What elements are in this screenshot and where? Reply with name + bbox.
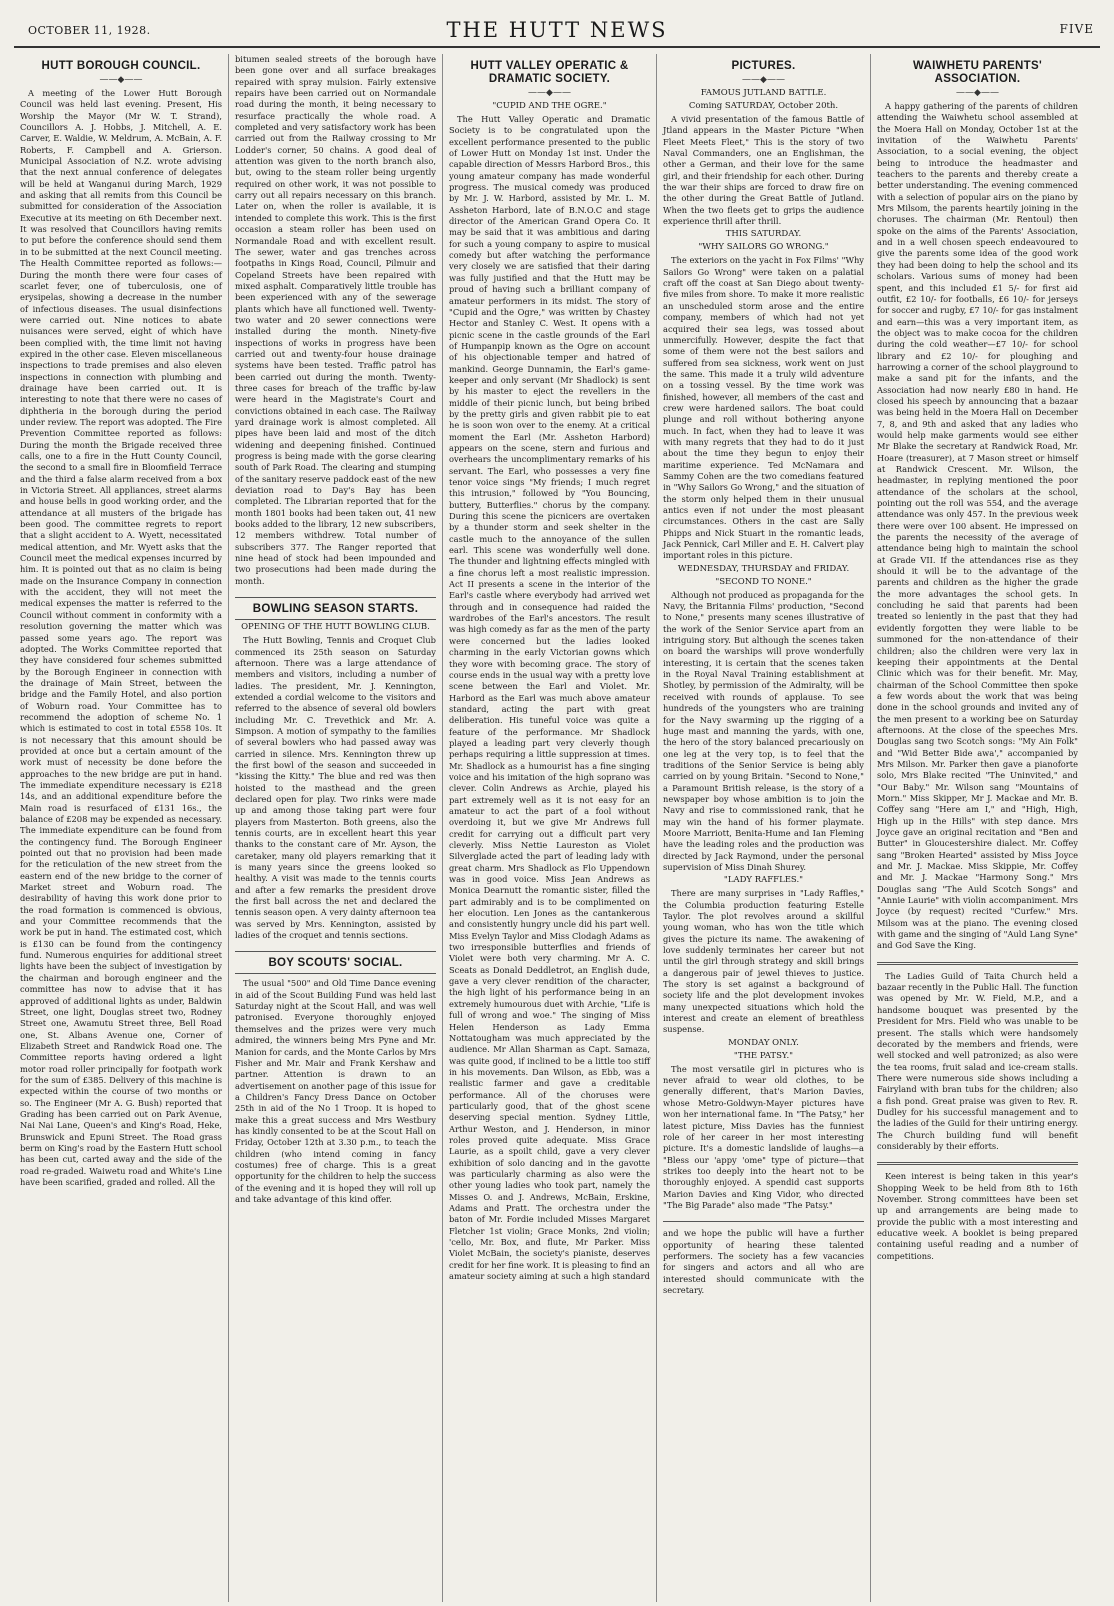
article-subheading: OPENING OF THE HUTT BOWLING CLUB. xyxy=(241,622,430,633)
film-review: The most versatile girl in pictures who is never afraid to wear old clothes, to be generally different, that's Marion Davies, whose Metro-Goldwyn-Mayer pictures have won her international fame. In "The Patsy," her latest picture, Miss Davies has the funniest role of her career in her most interesting picture. It's a domestic landslide of laughs—a "Bless our 'appy 'ome" type of picture—that strikes too deeply into the heart not to be thoroughly enjoyed. A spendid cast supports Marion Davies and King Vidor, who directed "The Big Parade" also made "The Patsy." xyxy=(663,1063,864,1210)
film-review: Although not produced as propaganda for the Navy, the Britannia Films' production, "Second to None," presents many scenes illustrative of the work of the Senior Service apart from an intriguing story. But although the scenes taken on board the warships will prove wonderfully interesting, it is certain that the scenes taken in the Royal Naval Training establishment at Shotley, by permission of the Admiralty, will be received with rounds of applause. To see hundreds of the youngsters who are training for the Navy swarming up the rigging of a huge mast and manning the yards, with one, the hero of the story balanced precariously on one leg at the very top, is to feel that the traditions of the Senior Service is being ably carried on by young Britain. "Second to None," a Paramount British release, is the story of a newspaper boy whose ambition is to join the Navy and rise to commissioned rank, that he may win the hand of his former playmate. Moore Marriott, Benita-Hume and Ian Fleming have the leading roles and the production was directed by Jack Raymond, under the personal supervision of Miss Dinah Shurey. xyxy=(663,589,864,872)
column-2 xyxy=(228,54,442,1602)
film-title: "THE PATSY." xyxy=(733,1050,794,1061)
issue-date: OCTOBER 11, 1928. xyxy=(28,24,151,37)
divider xyxy=(663,1221,864,1222)
bowling-headline-box xyxy=(235,597,436,620)
newspaper-title: THE HUTT NEWS xyxy=(446,18,668,42)
column-4 xyxy=(656,54,870,1602)
divider xyxy=(877,1162,1078,1165)
scouts-headline-box xyxy=(235,951,436,974)
film-review: The exteriors on the yacht in Fox Films' "Why Sailors Go Wrong" were taken on a palatial craft off the coast at San Diego about twenty-five miles from shore. To make it more realistic an unscheduled storm arose and the entire company, members of which had not yet acquired their sea legs, was tossed about unmercifully. However, despite the fact that some of them were not the best sailors and suffered from sea sickness, work went on just the same. This made it a truly wild adventure on a tossing vessel. By the time work was finished, however, all members of the cast and crew were hardened sailors. The boat could plunge and roll without bothering anyone much. In fact, when they had to leave it was with many regrets that they had to do it just about the time they begun to enjoy their maritime experience. Ted McNamara and Sammy Cohen are the two comedians featured in "Why Sailors Go Wrong," and the situation of the storm only helped them in their unusual antics even if not under the most pleasant circumstances. Others in the cast are Sally Phipps and Nick Stuart in the romantic leads, Jack Pennick, Carl Miller and E. H. Calvert play important roles in this picture. xyxy=(663,255,864,561)
article-body: The usual "500" and Old Time Dance evening in aid of the Scout Building Fund was held last Saturday night at the Scout Hall, and was well patronised. Everyone thoroughly enjoyed themselves and the prizes were very much admired, the winners being Mrs Pyne and Mr. Manion for cards, and the Monte Carlos by Mrs Fisher and Mr. Mair and Frank Kershaw and partner. Attention is drawn to an advertisement on another page of this issue for a Children's Fancy Dress Dance on October 25th in aid of the No 1 Troop. It is hoped to make this a great success and Mrs Westbury has kindly consented to be at the Scout Hall on Friday, October 12th at 3.30 p.m., to teach the children (who intend coming in fancy costumes) free of charge. This is a great opportunity for the children to help the success of the evening and it is hoped they will roll up and take advantage of this kind offer. xyxy=(235,978,436,1204)
film-review: There are many surprises in "Lady Raffles," the Columbia production featuring Estelle Taylor. The plot revolves around a skillful young woman, who has won the title which gives the picture its name. The awakening of love suddenly terminates her career but not until the girl through strategy and skill brings a dangerous pair of jewel thieves to justice. The story is set against a background of society life and the plot development invokes many unexpected situations which hold the interest and create an element of breathless suspense. xyxy=(663,888,864,1035)
film-title: "WHY SAILORS GO WRONG." xyxy=(698,242,829,253)
article-headline: HUTT VALLEY OPERATIC & DRAMATIC SOCIETY. xyxy=(470,60,629,85)
article-subheading: "CUPID AND THE OGRE." xyxy=(492,101,607,111)
operatic-continuation: and we hope the public will have a further opportunity of hearing these talented performers. The society has a few vacancies for singers and actors and all who are interested should communicate with the secretary. xyxy=(663,1228,864,1295)
headline-ornament: ——◆—— xyxy=(742,75,785,85)
film-date: MONDAY ONLY. xyxy=(728,1037,799,1048)
article-headline: HUTT BOROUGH COUNCIL. xyxy=(41,60,201,72)
headline-ornament: ——◆—— xyxy=(956,88,999,98)
masthead xyxy=(14,8,1100,48)
article-headline: PICTURES. xyxy=(731,60,796,72)
film-date: WEDNESDAY, THURSDAY and FRIDAY. xyxy=(677,563,850,574)
article-headline: WAIWHETU PARENTS' ASSOCIATION. xyxy=(912,60,1042,85)
page-number: FIVE xyxy=(1059,22,1094,36)
article-headline: BOY SCOUTS' SOCIAL. xyxy=(268,957,403,970)
article-body: A meeting of the Lower Hutt Borough Council was held last evening. Present, His Worship the Mayor (Mr W. T. Strand), Councillors A. J. Hobbs, J. Mitchell, A. E. Carver, E. Waldie, W. Meldrum, A. McBain, A. F. Roberts, F. Campbell and A. Grierson. Municipal Association of N.Z. wrote advising that the next annual conference of delegates will be held at Wanganui during March, 1929 and asking that all remits from this Council be submitted for consideration of the Association Executive at its meeting on 6th December next. It was resolved that Councillors having remits to put before the conference should send them in to be submitted at the next Council meeting. The Health Committee reported as follows:—During the month there were four cases of scarlet fever, one of tuberculosis, one of erysipelas, showing a decrease in the number of infectious diseases. The usual disinfections were carried out. Nine notices to abate nuisances were served, eight of which have been complied with, the time limit not having expired in the other case. Eleven miscellaneous inspections to trade premises and also eleven inspections in connection with plumbing and drainage have been carried out. It is interesting to note that there were no cases of diphtheria in the borough during the period under review. The report was adopted. The Fire Prevention Committee reported as follows: During the month the Brigade received three calls, one to a fire in the Hutt County Council, the second to a small fire in Bloomfield Terrace and the third a false alarm received from a box in Victoria Street. All appliances, street alarms and house bells in good working order, and the attendance at all musters of the brigade has been good. The committee regrets to report that a slight accident to A. Wyett, necessitated medical attention, and Mr. Wyett asks that the Council meet the medical expenses incurred by him. It is pointed out that as no claim is being made on the Insurance Company in connection with the accident, they will not meet the medical expenses the matter is referred to the Council without comment in conformity with a resolution governing the matter which was passed some years ago. The report was adopted. The Works Committee reported that they have considered four schemes submitted by the Borough Engineer in connection with the drainage of Main Street, between the bridge and the Family Hotel, and also portion of Woburn road. Your Committee has to recommend the adoption of scheme No. 1 which is estimated to cost in total £558 10s. It is not necessary that this amount should be provided at once but a certain amount of the work must of necessity be done before the approaches to the new bridge are put in hand. The immediate expenditure necessary is £218 14s, and an additional expenditure before the Main road is resurfaced of £131 16s., the balance of £208 may be expended as necessary. The immediate expenditure can be found from the contingency fund. The Borough Engineer pointed out that no provision had been made for the reticulation of the new street from the eastern end of the new bridge to the corner of Market street and Woburn road. The desirability of having this work done prior to the road formation is commenced is obvious, and your Committee recommends that the work be put in hand. The estimated cost, which is £130 can be found from the contingency fund. Numerous enquiries for additional street lights have been the subject of investigation by the chairman and borough engineer and the committee has now to advise that it has approved of additional lights as under, Baldwin Street, one light, Douglas street two, Rodney Street one, Awamutu Street three, Bell Road one, St. Albans Avenue one, Corner of Elizabeth Street and Randwick Road one. The Committee reports having ordered a light motor road roller principally for footpath work for the sum of £385. Delivery of this machine is expected within the course of two months or so. The Engineer (Mr A. G. Bush) reported that Grading has been carried out on Park Avenue, Nai Nai Lane, Queen's and King's Road, Heke, Brunswick and Epuni Street. The Road grass berm on King's road by the Eastern Hutt school has been cut, carted away and the side of the road re-graded. Waiwetu road and White's Line have been scarified, graded and rolled. All the xyxy=(20,88,222,1187)
headline-ornament: ——◆—— xyxy=(528,88,571,98)
film-title: FAMOUS JUTLAND BATTLE. xyxy=(700,88,827,98)
film-title: "SECOND TO NONE." xyxy=(715,576,812,587)
film-title: "LADY RAFFLES." xyxy=(723,875,804,886)
shopping-week-article: Keen interest is being taken in this year's Shopping Week to be held from 8th to 16th November. Strong committees have been set up and arrangements are being made to provide the public with a most interesting and educative week. A booklet is being prepared containing useful reading and a number of competitions. xyxy=(877,1171,1078,1261)
column-3 xyxy=(442,54,656,1602)
headline-ornament: ——◆—— xyxy=(99,75,143,85)
article-headline: BOWLING SEASON STARTS. xyxy=(252,603,419,616)
article-body-continued: bitumen sealed streets of the borough have been gone over and all surface breakages repaired with spray mulsion. Fairly extensive repairs have been carried out on Normandale road during the month, it being necessary to resurface practically the whole road. A completed and very satisfactory work has been carried out from the Railway crossing to Mr Lodder's corner, 50 chains. A good deal of attention was given to the north branch also, but, owing to the steam roller being urgently required on other work, it was not possible to carry out all repairs necessary on this branch. Later on, when the roller is available, it is intended to complete this work. This is the first occasion a steam roller has been used on Normandale Road and with excellent result. The sewer, water and gas trenches across footpaths in Kings Road, Council, Pilmuir and Copeland Streets have been repaired with mixed asphalt. Comparatively little trouble has been experienced with any of the sewerage plants which have all functioned well. Twenty-two water and 20 sewer connections were installed during the month. Ninety-five inspections of works in progress have been carried out and twenty-four house drainage systems have been tested. Traffic patrol has been carried out during the month. Twenty-three cases for breach of the traffic by-law were heard in the Magistrate's Court and convictions obtained in each case. The Railway yard drainage work is almost completed. All pipes have been laid and most of the ditch widening and deepening finished. Continued progress is being made with the gorse clearing south of Park Road. The clearing and stumping of the sanitary reserve paddock east of the new deviation road to Day's Bay has been completed. The Librarian reported that for the month 1801 books had been taken out, 41 new books added to the library, 12 new subscribers, 12 members withdrew. Total number of subscribers 377. The Ranger reported that nine head of stock had been impounded and two prosecutions had been made during the month. xyxy=(235,54,436,586)
film-date: Coming SATURDAY, October 20th. xyxy=(688,101,839,111)
column-5 xyxy=(870,54,1084,1602)
divider xyxy=(877,962,1078,965)
article-body: The Hutt Valley Operatic and Dramatic Society is to be congratulated upon the excellent performance presented to the public of Lower Hutt on Monday 1st inst. Under the capable direction of Messrs Harbord Bros., this young amateur company has made wonderful progress. The musical comedy was produced by Mr. J. W. Harbord, assisted by Mr. L. M. Assheton Harbord, late of B.N.O.C and stage director of the American Grand Opera Co. It may be said that it was ambitious and daring for such a young company to aspire to musical comedy but after watching the performance very closely we are satisfied that their daring was fully justified and that the Hutt may be proud of having such a brilliant company of amateur performers in its midst. The story of "Cupid and the Ogre," was written by Chastey Hector and Stanley C. West. It opens with a picnic scene in the castle grounds of the Earl of Humpanpip known as the Ogre on account of his objectionable temper and hatred of mankind. George Dunnamin, the Earl's game-keeper and only servant (Mr Shadlock) is sent by his master to eject the revellers in the middle of their picnic lunch, but being bribed by the pretty girls and given rabbit pie to eat he is soon won over to the enemy. At a critical moment the Earl (Mr. Assheton Harbord) appears on the scene, stern and furious and overhears the uncomplimentary remarks of his servant. The Earl, who possesses a very fine tenor voice sings "My friends; I much regret this intrusion," followed by "You Bouncing, buttery, Butterflies." chorus by the company. During this scene the picnicers are overtaken by a thunder storm and seek shelter in the castle much to the annoyance of the sullen earl. This scene was wonderfully well done. The thunder and lightning effects mingled with a fine chorus left a most realistic impression. Act II presents a scene in the interior of the Earl's castle where everybody had arrived wet through and in consequence had raided the wardrobes of the Earl's ancestors. The result was high comedy as far as the men of the party were concerned but the ladies looked charming in the early Victorian gowns which they wore with becoming grace. The story of course ends in the usual way with a pretty love scene between the Earl and Violet. Mr. Harbord as the Earl was much above amateur standard, acting the part with great deliberation. His tuneful voice was quite a feature of the performance. Mr Shadlock played a leading part very cleverly though perhaps requiring a little suppression at times. Mr. Shadlock as a humourist has a fine singing voice and his imitation of the high soprano was clever. Colin Andrews as Archie, played his part extremely well as it is not easy for an amateur to act the part of a fool without overdoing it, but we give Mr Andrews full credit for carrying out a difficult part very cleverly. Miss Nettie Laureston as Violet Silverglade acted the part of leading lady with great charm. Mrs Shadlock as Flo Uppendown was in good voice. Miss Jean Andrews as Monica Dearnutt the romantic sister, filled the part admirably and is to be complimented on her elocution. Len Jones as the cantankerous and consistently hungry uncle did his part well. Miss Evelyn Taylor and Miss Clodagh Adams as two irresponsible butterflies and friends of Violet were both very charming. Mr A. C. Sceats as Donald Deddletrot, an English dude, gave a very clever rendition of the character, the high light of his performance being in an extremely humourous duet with Archie, "Life is full of wrong and woe." The singing of Miss Helen Henderson as Lady Emma Nottatougham was much appreciated by the audience. Mr Allan Sharman as Capt. Samaza, was quite good, if inclined to be a little too stiff in his movements. Dan Wilson, as Ebb, was a realistic farmer and gave a creditable performance. All of the choruses were particularly good, that of the ghost scene deserving special mention. Sydney Little, Arthur Weston, and J. Henderson, in minor roles proved quite adequate. Miss Grace Laurie, as a spoilt child, gave a very clever exhibition of solo dancing and in the gavotte was particularly charming as also were the other young ladies who took part, namely the Misses O. and J. Andrews, McBain, Erskine, Adams and Pratt. The orchestra under the baton of Mr. Fordie included Misses Margaret Fletcher 1st violin; Grace Monks, 2nd violin; 'cello, Mr. Box, and flute, Mr Parker. Miss Violet McBain, the society's pianiste, deserves credit for her fine work. It is pleasing to find an amateur society aiming at such a high standard xyxy=(449,114,650,1282)
article-body: The Hutt Bowling, Tennis and Croquet Club commenced its 25th season on Saturday afternoon. There was a large attendance of members and visitors, including a number of ladies. The president, Mr. J. Kennington, extended a cordial welcome to the visitors and referred to the absence of several old bowlers including Mr. C. Trevethick and Mr. A. Simpson. A motion of sympathy to the families of several bowlers who had passed away was carried in silence. Mrs. Kennington threw up the first bowl of the season and succeeded in "kissing the Kitty." The blue and red was then hoisted to the masthead and the green declared open for play. Two rinks were made up and among those taking part were four players from Masterton. Both greens, also the tennis courts, are in excellent heart this year thanks to the constant care of Mr. Ayson, the caretaker, many old players remarking that it is many years since the greens looked so healthy. A visit was made to the tennis courts and after a few remarks the president drove the first ball across the net and declared the tennis season open. A very dainty afternoon tea was served by Mrs. Kennington, assisted by ladies of the croquet and tennis sections. xyxy=(235,635,436,941)
column-1 xyxy=(14,54,228,1602)
columns xyxy=(14,54,1100,1602)
taita-guild-article: The Ladies Guild of Taita Church held a bazaar recently in the Public Hall. The function was opened by Mr. W. Field, M.P., and a handsome bouquet was presented by the President for Mrs. Field who was unable to be present. The stalls which were handsomely decorated by the members and friends, were well stocked and well patronized; as also were the tea rooms, fruit salad and ice-cream stalls. There were numerous side shows including a Fairyland with bran tubs for the children; also a fish pond. Great praise was given to Rev. R. Dudley for his successful management and to the ladies of the Guild for their untiring energy. The Church building fund will benefit considerably by their efforts. xyxy=(877,970,1078,1151)
film-review: A vivid presentation of the famous Battle of Jtland appears in the Master Picture "When Fleet Meets Fleet," This is the story of two Naval Commanders, one an Englishman, the other a German, and their love for the same girl, and their friendship for each other. During the war their ships are forced to draw fire on the other during the Great Battle of Jutland. When the two fleets get to grips the audience experience thrill after thrill. xyxy=(663,114,864,227)
film-date: THIS SATURDAY. xyxy=(725,229,802,240)
article-body: A happy gathering of the parents of children attending the Waiwhetu school assembled at the Moera Hall on Monday, October 1st at the invitation of the Waiwhetu Parents' Association, to a social evening, the object being to introduce the headmaster and teachers to the parents and thereby create a better understanding. The evening commenced with a selection of popular airs on the piano by Mrs Milsom, the parents heartily joining in the choruses. The chairman (Mr. Rentoul) then spoke on the aims of the Parents' Association, and in a well chosen speech endeavoured to give the parents some idea of the good work they had been doing to help the school and its scholars. Various sums of money had been spent, and this included £1 5/- for first aid outfit, £2 10/- for footballs, £6 10/- for jerseys for soccer and rugby, £7 10/- for gas instalment and earn—this was a very important item, as the object was to make cocoa for the children during the cold weather—£7 10/- for school library and £2 10/- for ploughing and harrowing a corner of the school playground to make a sand pit for the infants, and the Association had now nearly £80 in hand. He closed his speech by announcing that a bazaar was being held in the Moera Hall on December 7, 8, and 9th and asked that any ladies who would help make garments would see either Mr Blake the secretary at Randwick Road, Mr. Hoare (treasurer), at 7 Mason street or himself at Randwick Crescent. Mr. Wilson, the headmaster, in replying mentioned the poor attendance of the scholars at the school, pointing out the roll was 554, and the average attendance was only 457. In the previous week there were over 100 absent. He impressed on the parents the necessity of the average of attendance being high to maintain the school at Grade VII. If the attendances rise as they should it will be to the advantage of the parents and children as the higher the grade the more advantages the school gets. In concluding he said that parents had been treated so leniently in the past that they had evidently forgotten they were liable to be summoned for the non-attendance of their children; also the children were very lax in keeping their appointments at the Dental Clinic which was for their benefit. Mr. May, chairman of the School Committee then spoke a few words about the work that was being done in the school grounds and invited any of the men present to a working bee on Saturday afternoons. At the close of the speeches Mrs. Douglas sang two Scotch songs: "My Ain Folk" and "Wid Better Bide awa'," accompanied by Mrs Milson. Mr. Parker then gave a pianoforte solo, Mrs Blake recited "The Uninvited," and "Our Baby." Mr. Wilson sang "Mountains of Morn." Miss Skipper, Mr J. Mackae and Mr. B. Coffey sang "Here am I," and "High, High, High up in the Hills" with step dance. Mrs Joyce gave an original recitation and "Ben and Butter" in Gloucestershire dialect. Mr. Coffey sang "Broken Hearted" assisted by Miss Joyce and Mr. J. Mackae. Miss Skippie, Mr. Coffey and Mr. J. Mackae "Harmony Song." Mrs Douglas sang "The Auld Scotch Songs" and "Annie Laurie" with violin accompaniment. Mrs Joyce (by request) recited "Curfew." Mrs. Milsom was at the piano. The evening closed with game and the singing of "Auld Lang Syne" and God Save the King. xyxy=(877,101,1078,951)
